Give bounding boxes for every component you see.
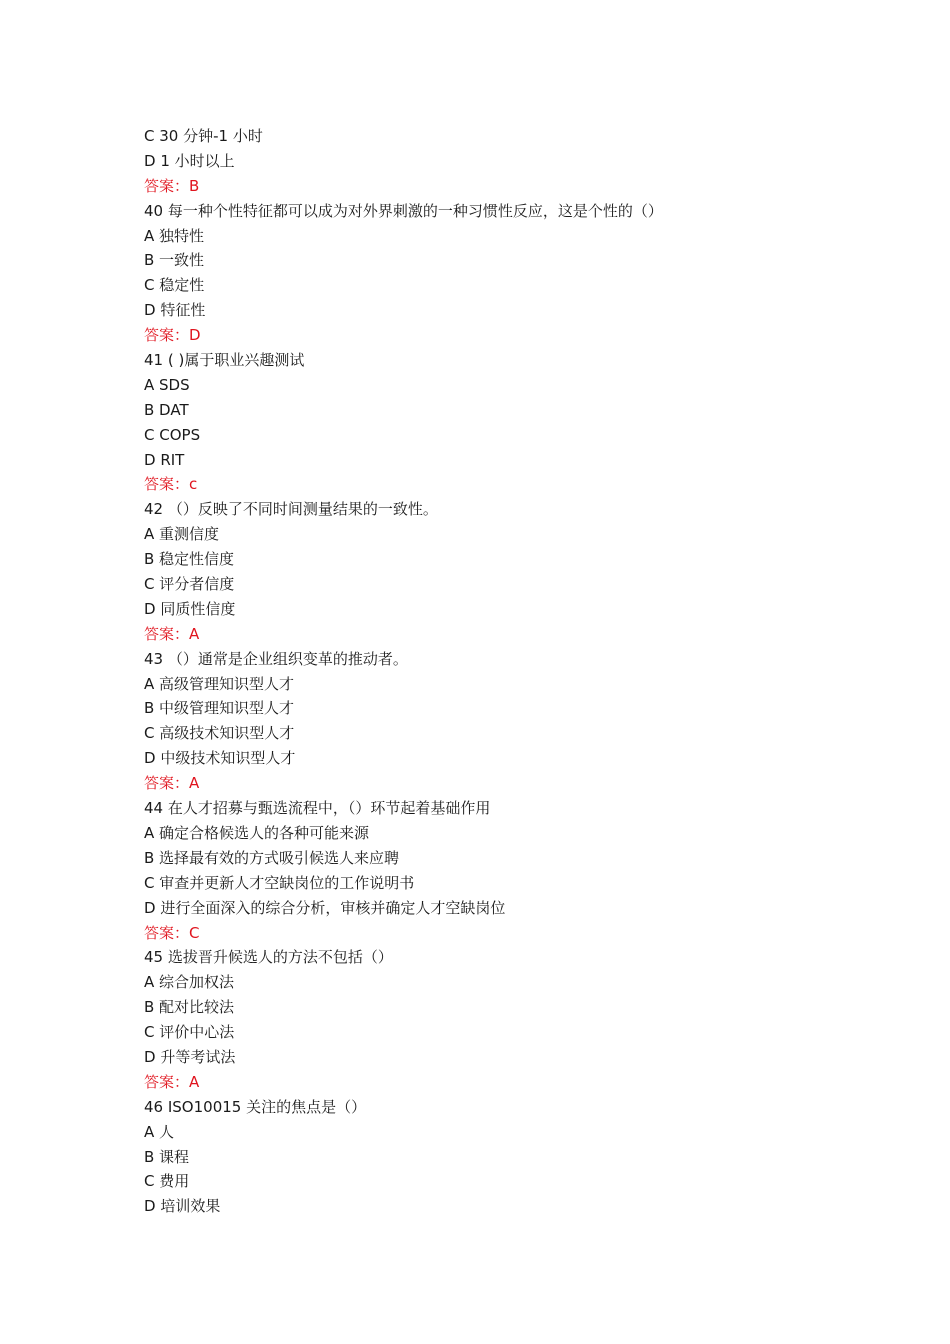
option-line: C 费用 — [144, 1172, 190, 1191]
question-line: 41 ( )属于职业兴趣测试 — [144, 351, 305, 370]
option-line: C 审查并更新人才空缺岗位的工作说明书 — [144, 873, 415, 892]
option-line: C 高级技术知识型人才 — [144, 724, 295, 743]
document-page — [144, 124, 844, 1219]
option-line: D 进行全面深入的综合分析，审核并确定人才空缺岗位 — [144, 898, 506, 917]
option-line: B 课程 — [144, 1147, 190, 1166]
option-line: D 1 小时以上 — [144, 151, 235, 170]
option-line: D 培训效果 — [144, 1197, 221, 1216]
option-line: D 中级技术知识型人才 — [144, 749, 296, 768]
answer-line: 答案：A — [144, 1072, 200, 1091]
option-line: A 人 — [144, 1122, 175, 1141]
answer-line: 答案：c — [144, 475, 198, 494]
option-line: B 选择最有效的方式吸引候选人来应聘 — [144, 848, 400, 867]
option-line: C 评价中心法 — [144, 1023, 235, 1042]
answer-line: 答案：A — [144, 624, 200, 643]
option-line: A 高级管理知识型人才 — [144, 674, 295, 693]
question-line: 42 （）反映了不同时间测量结果的一致性。 — [144, 500, 438, 519]
option-line: A 独特性 — [144, 226, 205, 245]
option-line: C 30 分钟-1 小时 — [144, 127, 263, 145]
question-line: 43 （）通常是企业组织变革的推动者。 — [144, 649, 408, 668]
option-line: B 中级管理知识型人才 — [144, 699, 295, 718]
option-line: B 配对比较法 — [144, 998, 235, 1017]
option-line: A 综合加权法 — [144, 973, 235, 992]
question-line: 45 选拔晋升候选人的方法不包括（） — [144, 948, 393, 967]
option-line: D 升等考试法 — [144, 1047, 236, 1066]
question-line: 46 ISO10015 关注的焦点是（） — [144, 1097, 367, 1116]
option-line: D RIT — [144, 450, 185, 469]
option-line: A 确定合格候选人的各种可能来源 — [144, 823, 370, 842]
option-line: A 重测信度 — [144, 525, 220, 544]
question-line: 44 在人才招募与甄选流程中，（）环节起着基础作用 — [144, 799, 491, 818]
answer-line: 答案：C — [144, 923, 200, 942]
option-line: B DAT — [144, 400, 189, 419]
option-line: A SDS — [144, 375, 190, 394]
option-line: D 特征性 — [144, 301, 206, 320]
option-line: C 评分者信度 — [144, 575, 235, 594]
answer-line: 答案：D — [144, 326, 201, 345]
option-line: C COPS — [144, 425, 201, 444]
question-line: 40 每一种个性特征都可以成为对外界刺激的一种习惯性反应，这是个性的（） — [144, 201, 663, 220]
answer-line: 答案：B — [144, 176, 200, 195]
option-line: D 同质性信度 — [144, 599, 236, 618]
option-line: B 稳定性信度 — [144, 550, 235, 569]
option-line: C 稳定性 — [144, 276, 205, 295]
option-line: B 一致性 — [144, 251, 205, 270]
answer-line: 答案：A — [144, 774, 200, 793]
